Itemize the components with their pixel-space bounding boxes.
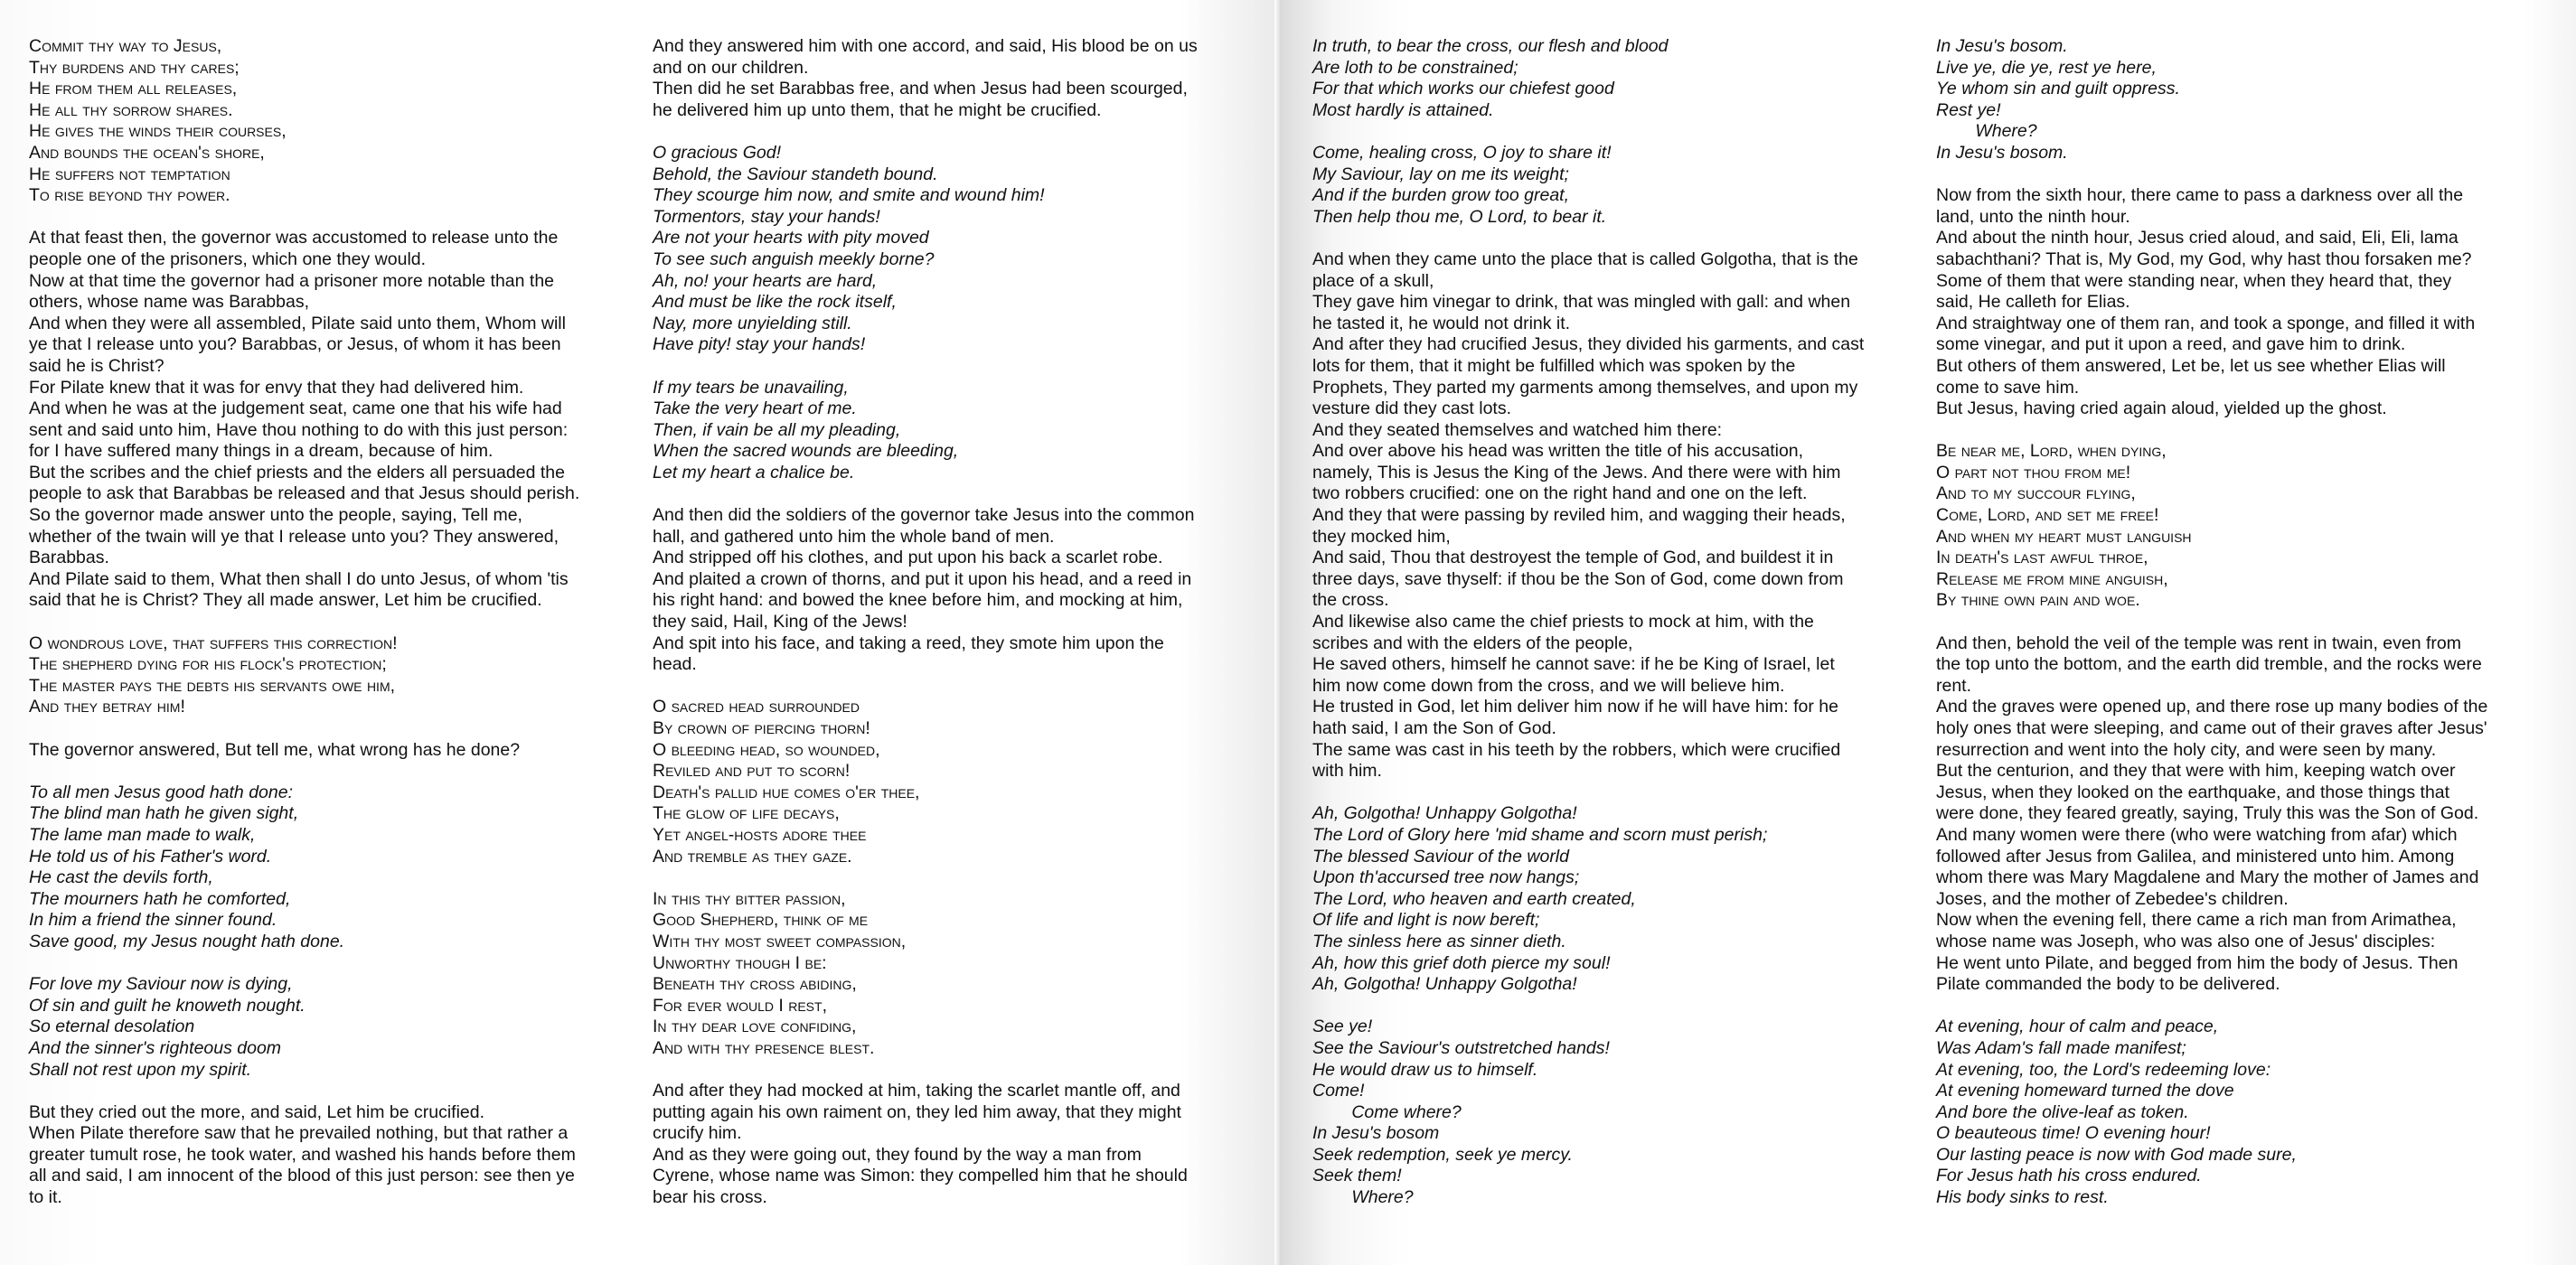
verse-stanza xyxy=(1312,143,1909,228)
text-line: When Pilate therefore saw that he prevailed nothing, but that rather a xyxy=(29,1123,569,1144)
verse-stanza xyxy=(653,889,1249,1060)
text-line: See ye! xyxy=(1312,1017,1373,1037)
text-line: Our lasting peace is now with God made sure, xyxy=(1936,1144,2297,1165)
text-line: and on our children. xyxy=(653,57,809,78)
text-line: his right hand: and bowed the knee before him, and mocking at him, xyxy=(653,590,1183,611)
text-line: namely, This is Jesus the King of the Jews. And there were with him xyxy=(1312,462,1841,483)
text-line: The same was cast in his teeth by the robbers, which were crucified xyxy=(1312,739,1841,760)
text-line: Unworthy though I be: xyxy=(653,952,827,973)
text-line: others, whose name was Barabbas, xyxy=(29,292,310,313)
text-line: They gave him vinegar to drink, that was mingled with gall: and when xyxy=(1312,292,1851,313)
text-line: followed after Jesus from Galilea, and ministered unto him. Among xyxy=(1936,846,2455,867)
text-line: Shall not rest upon my spirit. xyxy=(29,1059,252,1080)
verse-stanza xyxy=(653,697,1249,867)
text-line: all and said, I am innocent of the blood of this just person: see then ye xyxy=(29,1166,575,1186)
text-line: At evening, too, the Lord's redeeming love: xyxy=(1936,1059,2271,1080)
text-line: Of life and light is now bereft; xyxy=(1312,910,1540,931)
text-line: he tasted it, he would not drink it. xyxy=(1312,313,1571,333)
text-line: Come, healing cross, O joy to share it! xyxy=(1312,142,1612,163)
text-line: But Jesus, having cried again aloud, yielded up the ghost. xyxy=(1936,398,2387,419)
text-line: land, unto the ninth hour. xyxy=(1936,206,2130,227)
text-line: Then, if vain be all my pleading, xyxy=(653,419,901,440)
text-line: Now when the evening fell, there came a rich man from Arimathea, xyxy=(1936,910,2457,931)
text-line: The master pays the debts his servants owe him, xyxy=(29,675,396,696)
text-line: Come where? xyxy=(1312,1101,1462,1122)
column-3 xyxy=(1312,36,1909,1230)
text-line: Beneath thy cross abiding, xyxy=(653,974,857,995)
text-line: holy ones that were sleeping, and came out of their graves after Jesus' xyxy=(1936,718,2487,738)
text-line: greater tumult rose, he took water, and washed his hands before them xyxy=(29,1144,576,1165)
text-line: Upon th'accursed tree now hangs; xyxy=(1312,867,1580,888)
text-line: And the sinner's righteous doom xyxy=(29,1037,282,1058)
column-2 xyxy=(653,36,1249,1230)
text-line: O wondrous love, that suffers this correction! xyxy=(29,632,398,653)
text-line: He cast the devils forth, xyxy=(29,867,213,888)
text-line: Now at that time the governor had a prisoner more notable than the xyxy=(29,270,555,291)
text-line: By crown of piercing thorn! xyxy=(653,718,870,738)
text-line: O bleeding head, so wounded, xyxy=(653,739,880,760)
text-line: were done, they feared greatly, saying, Truly this was the Son of God. xyxy=(1936,803,2479,824)
gospel-narrative-paragraph xyxy=(653,505,1249,676)
text-line: And they betray him! xyxy=(29,697,185,717)
text-line: Seek redemption, seek ye mercy. xyxy=(1312,1144,1573,1165)
column-1 xyxy=(29,36,625,1230)
text-line: people one of the prisoners, which one they would. xyxy=(29,248,427,269)
text-line: In this thy bitter passion, xyxy=(653,888,846,909)
text-line: Be near me, Lord, when dying, xyxy=(1936,441,2167,462)
text-line: The sinless here as sinner dieth. xyxy=(1312,931,1566,951)
text-line: And to my succour flying, xyxy=(1936,483,2136,504)
right-page xyxy=(1282,0,2576,1265)
text-line: Good Shepherd, think of me xyxy=(653,910,869,931)
column-4 xyxy=(1936,36,2533,1230)
text-line: And many women were there (who were watching from afar) which xyxy=(1936,824,2458,845)
text-line: And likewise also came the chief priests to mock at him, with the xyxy=(1312,612,1814,632)
text-line: Pilate commanded the body to be delivered. xyxy=(1936,974,2280,995)
text-line: with him. xyxy=(1312,761,1382,782)
text-line: But others of them answered, Let be, let us see whether Elias will xyxy=(1936,355,2446,376)
text-line: In death's last awful throe, xyxy=(1936,548,2148,568)
text-line: To rise beyond thy power. xyxy=(29,185,230,206)
text-line: they mocked him, xyxy=(1312,526,1451,547)
text-line: people to ask that Barabbas be released and that Jesus should perish. xyxy=(29,483,580,504)
text-line: My Saviour, lay on me its weight; xyxy=(1312,164,1569,184)
text-line: Reviled and put to scorn! xyxy=(653,761,851,782)
text-line: lots for them, that it might be fulfilled which was spoken by the xyxy=(1312,355,1796,376)
text-line: But the scribes and the chief priests and the elders all persuaded the xyxy=(29,462,565,483)
text-line: hath said, I am the Son of God. xyxy=(1312,718,1556,738)
text-line: Nay, more unyielding still. xyxy=(653,313,852,333)
text-line: And if the burden grow too great, xyxy=(1312,185,1570,206)
text-line: Take the very heart of me. xyxy=(653,398,857,419)
text-line: And then did the soldiers of the governor take Jesus into the common xyxy=(653,505,1195,526)
text-line: And then, behold the veil of the temple was rent in twain, even from xyxy=(1936,632,2462,653)
text-line: His body sinks to rest. xyxy=(1936,1187,2109,1208)
text-line: And they seated themselves and watched him there: xyxy=(1312,419,1723,440)
text-line: And when they came unto the place that is called Golgotha, that is the xyxy=(1312,248,1858,269)
text-line: whose name was Joseph, who was also one of Jesus' disciples: xyxy=(1936,931,2436,951)
text-line: Then help thou me, O Lord, to bear it. xyxy=(1312,206,1607,227)
text-line: And about the ninth hour, Jesus cried aloud, and said, Eli, Eli, lama xyxy=(1936,228,2458,248)
gospel-narrative-paragraph xyxy=(29,1102,625,1209)
text-line: Are not your hearts with pity moved xyxy=(653,228,929,248)
verse-stanza xyxy=(653,143,1249,356)
text-line: The glow of life decays, xyxy=(653,803,840,824)
text-line: Cyrene, whose name was Simon: they compelled him that he should xyxy=(653,1166,1188,1186)
text-line: He suffers not temptation xyxy=(29,164,230,184)
verse-stanza xyxy=(1312,36,1909,121)
text-line: In Jesu's bosom xyxy=(1312,1123,1440,1144)
text-line: bear his cross. xyxy=(653,1187,767,1208)
text-line: Where? xyxy=(1936,121,2037,142)
text-line: O part not thou from me! xyxy=(1936,462,2131,483)
text-line: rent. xyxy=(1936,675,1972,696)
text-line: Rest ye! xyxy=(1936,99,2001,120)
text-line: In Jesu's bosom. xyxy=(1936,36,2068,56)
text-line: head. xyxy=(653,654,697,675)
text-line: Commit thy way to Jesus, xyxy=(29,36,222,56)
text-line: For love my Saviour now is dying, xyxy=(29,974,293,995)
text-line: said he is Christ? xyxy=(29,355,165,376)
text-line: Have pity! stay your hands! xyxy=(653,334,866,355)
text-line: Joses, and the mother of Zebedee's children. xyxy=(1936,888,2289,909)
left-page xyxy=(0,0,1282,1265)
text-line: Tormentors, stay your hands! xyxy=(653,206,880,227)
text-line: He went unto Pilate, and begged from him the body of Jesus. Then xyxy=(1936,952,2458,973)
text-line: And straightway one of them ran, and took a sponge, and filled it with xyxy=(1936,313,2476,333)
gospel-narrative-paragraph xyxy=(1936,633,2533,996)
text-line: For Jesus hath his cross endured. xyxy=(1936,1166,2202,1186)
text-line: And after they had mocked at him, taking the scarlet mantle off, and xyxy=(653,1081,1180,1101)
gospel-narrative-paragraph xyxy=(1312,249,1909,782)
text-line: Of sin and guilt he knoweth nought. xyxy=(29,995,306,1016)
text-line: To all men Jesus good hath done: xyxy=(29,782,293,802)
text-line: The blessed Saviour of the world xyxy=(1312,846,1569,867)
text-line: Now from the sixth hour, there came to pass a darkness over all the xyxy=(1936,185,2464,206)
text-line: So eternal desolation xyxy=(29,1017,195,1037)
text-line: He would draw us to himself. xyxy=(1312,1059,1538,1080)
text-line: At evening homeward turned the dove xyxy=(1936,1081,2234,1101)
text-line: Save good, my Jesus nought hath done. xyxy=(29,931,345,951)
text-line: And bore the olive-leaf as token. xyxy=(1936,1101,2189,1122)
text-line: And stripped off his clothes, and put upon his back a scarlet robe. xyxy=(653,548,1163,568)
text-line: In Jesu's bosom. xyxy=(1936,142,2068,163)
text-line: The mourners hath he comforted, xyxy=(29,888,291,909)
text-line: O sacred head surrounded xyxy=(653,697,860,717)
text-line: Where? xyxy=(1312,1187,1414,1208)
text-line: He gives the winds their courses, xyxy=(29,121,287,142)
text-line: He from them all releases, xyxy=(29,79,238,99)
text-line: If my tears be unavailing, xyxy=(653,377,849,398)
gospel-narrative-paragraph xyxy=(1936,185,2533,420)
text-line: Ye whom sin and guilt oppress. xyxy=(1936,79,2180,99)
text-line: putting again his own raiment on, they led him away, that they might xyxy=(653,1101,1181,1122)
text-line: Ah, no! your hearts are hard, xyxy=(653,270,878,291)
text-line: place of a skull, xyxy=(1312,270,1434,291)
text-line: he delivered him up unto them, that he might be crucified. xyxy=(653,99,1102,120)
text-line: sabachthani? That is, My God, my God, why hast thou forsaken me? xyxy=(1936,248,2472,269)
text-line: Prophets, They parted my garments among themselves, and upon my xyxy=(1312,377,1858,398)
text-line: And over above his head was written the title of his accusation, xyxy=(1312,441,1804,462)
text-line: And bounds the ocean's shore, xyxy=(29,142,265,163)
text-line: Behold, the Saviour standeth bound. xyxy=(653,164,938,184)
text-line: Barabbas. xyxy=(29,548,109,568)
text-line: said, He calleth for Elias. xyxy=(1936,292,2130,313)
verse-stanza xyxy=(1936,1017,2533,1208)
text-line: At that feast then, the governor was accustomed to release unto the xyxy=(29,228,559,248)
text-line: three days, save thyself: if thou be the Son of God, come down from xyxy=(1312,568,1844,589)
text-line: He told us of his Father's word. xyxy=(29,846,272,867)
verse-stanza xyxy=(29,974,625,1081)
text-line: The lame man made to walk, xyxy=(29,824,256,845)
text-line: they said, Hail, King of the Jews! xyxy=(653,612,907,632)
text-line: He trusted in God, let him deliver him now if he will have him: for he xyxy=(1312,697,1839,717)
text-line: With thy most sweet compassion, xyxy=(653,931,907,951)
verse-stanza xyxy=(1312,1017,1909,1208)
verse-stanza xyxy=(1936,441,2533,612)
text-line: In thy dear love confiding, xyxy=(653,1017,857,1037)
text-line: Ah, Golgotha! Unhappy Golgotha! xyxy=(1312,803,1577,824)
text-line: And they that were passing by reviled him, and wagging their heads, xyxy=(1312,505,1846,526)
text-line: Most hardly is attained. xyxy=(1312,99,1494,120)
text-line: At evening, hour of calm and peace, xyxy=(1936,1017,2219,1037)
verse-stanza xyxy=(29,36,625,207)
text-line: By thine own pain and woe. xyxy=(1936,590,2140,611)
text-line: And with thy presence blest. xyxy=(653,1037,875,1058)
text-line: Thy burdens and thy cares; xyxy=(29,57,240,78)
text-line: the cross. xyxy=(1312,590,1389,611)
text-line: whether of the twain will ye that I release unto you? They answered, xyxy=(29,526,559,547)
verse-stanza xyxy=(29,633,625,718)
text-line: For ever would I rest, xyxy=(653,995,827,1016)
text-line: for I have suffered many things in a dream, because of him. xyxy=(29,441,494,462)
text-line: Seek them! xyxy=(1312,1166,1402,1186)
verse-stanza xyxy=(1936,36,2533,164)
text-line: come to save him. xyxy=(1936,377,2080,398)
text-line: Live ye, die ye, rest ye here, xyxy=(1936,57,2157,78)
text-line: The shepherd dying for his flock's protection; xyxy=(29,654,387,675)
text-line: And said, Thou that destroyest the temple of God, and buildest it in xyxy=(1312,548,1834,568)
text-line: So the governor made answer unto the people, saying, Tell me, xyxy=(29,505,522,526)
text-line: For Pilate knew that it was for envy that they had delivered him. xyxy=(29,377,524,398)
text-line: Some of them that were standing near, when they heard that, they xyxy=(1936,270,2452,291)
text-line: And plaited a crown of thorns, and put it upon his head, and a reed in xyxy=(653,568,1192,589)
text-line: ye that I release unto you? Barabbas, or Jesus, of whom it has been xyxy=(29,334,561,355)
text-line: Yet angel-hosts adore thee xyxy=(653,824,867,845)
text-line: Come! xyxy=(1312,1081,1365,1101)
text-line: And they answered him with one accord, and said, His blood be on us xyxy=(653,36,1198,56)
text-line: Jesus, when they looked on the earthquake, and those things that xyxy=(1936,782,2450,802)
text-line: He all thy sorrow shares. xyxy=(29,99,233,120)
text-line: Are loth to be constrained; xyxy=(1312,57,1518,78)
text-line: And after they had crucified Jesus, they divided his garments, and cast xyxy=(1312,334,1865,355)
text-line: to it. xyxy=(29,1187,62,1208)
text-line: him now come down from the cross, and we will believe him. xyxy=(1312,675,1785,696)
text-line: The blind man hath he given sight, xyxy=(29,803,299,824)
text-line: But the centurion, and they that were with him, keeping watch over xyxy=(1936,761,2456,782)
text-line: In him a friend the sinner found. xyxy=(29,910,277,931)
text-line: resurrection and went into the holy city, and were seen by many. xyxy=(1936,739,2437,760)
text-line: And must be like the rock itself, xyxy=(653,292,897,313)
text-line: For that which works our chiefest good xyxy=(1312,79,1614,99)
text-line: two robbers crucified: one on the right hand and one on the left. xyxy=(1312,483,1808,504)
text-line: And when he was at the judgement seat, came one that his wife had xyxy=(29,398,562,419)
text-line: The Lord of Glory here 'mid shame and scorn must perish; xyxy=(1312,824,1768,845)
text-line: They scourge him now, and smite and wound him! xyxy=(653,185,1045,206)
text-line: Ah, how this grief doth pierce my soul! xyxy=(1312,952,1611,973)
text-line: Let my heart a chalice be. xyxy=(653,462,855,483)
text-line: some vinegar, and put it upon a reed, and gave him to drink. xyxy=(1936,334,2406,355)
text-line: And tremble as they gaze. xyxy=(653,846,852,867)
text-line: See the Saviour's outstretched hands! xyxy=(1312,1037,1610,1058)
gospel-narrative-paragraph xyxy=(653,36,1249,121)
text-line: And the graves were opened up, and there rose up many bodies of the xyxy=(1936,697,2488,717)
text-line: To see such anguish meekly borne? xyxy=(653,248,935,269)
text-line: And spit into his face, and taking a reed, they smote him upon the xyxy=(653,632,1164,653)
verse-stanza xyxy=(653,378,1249,484)
text-line: vesture did they cast lots. xyxy=(1312,398,1512,419)
text-line: In truth, to bear the cross, our flesh and blood xyxy=(1312,36,1669,56)
text-line: He saved others, himself he cannot save: if he be King of Israel, let xyxy=(1312,654,1835,675)
text-line: Ah, Golgotha! Unhappy Golgotha! xyxy=(1312,974,1577,995)
text-line: O beauteous time! O evening hour! xyxy=(1936,1123,2211,1144)
text-line: Was Adam's fall made manifest; xyxy=(1936,1037,2186,1058)
text-line: Come, Lord, and set me free! xyxy=(1936,505,2159,526)
text-line: the top unto the bottom, and the earth did tremble, and the rocks were xyxy=(1936,654,2482,675)
text-line: O gracious God! xyxy=(653,142,781,163)
text-line: When the sacred wounds are bleeding, xyxy=(653,441,959,462)
text-line: hall, and gathered unto him the whole band of men. xyxy=(653,526,1055,547)
text-line: And when they were all assembled, Pilate said unto them, Whom will xyxy=(29,313,566,333)
text-line: Then did he set Barabbas free, and when Jesus had been scourged, xyxy=(653,79,1188,99)
text-line: And when my heart must languish xyxy=(1936,526,2192,547)
text-line: And as they were going out, they found by the way a man from xyxy=(653,1144,1142,1165)
text-line: Death's pallid hue comes o'er thee, xyxy=(653,782,920,802)
text-line: said that he is Christ? They all made answer, Let him be crucified. xyxy=(29,590,542,611)
text-line: whom there was Mary Magdalene and Mary the mother of James and xyxy=(1936,867,2479,888)
text-line: And Pilate said to them, What then shall I do unto Jesus, of whom 'tis xyxy=(29,568,569,589)
verse-stanza xyxy=(29,782,625,953)
gospel-narrative-paragraph xyxy=(653,1081,1249,1209)
text-line: scribes and with the elders of the people, xyxy=(1312,632,1633,653)
gospel-narrative-paragraph xyxy=(29,740,625,762)
verse-stanza xyxy=(1312,803,1909,995)
gospel-narrative-paragraph xyxy=(29,228,625,612)
text-line: But they cried out the more, and said, Let him be crucified. xyxy=(29,1101,485,1122)
text-line: sent and said unto him, Have thou nothing to do with this just person: xyxy=(29,419,569,440)
text-line: crucify him. xyxy=(653,1123,742,1144)
text-line: The governor answered, But tell me, what wrong has he done? xyxy=(29,739,521,760)
text-line: The Lord, who heaven and earth created, xyxy=(1312,888,1636,909)
text-line: Release me from mine anguish, xyxy=(1936,568,2168,589)
